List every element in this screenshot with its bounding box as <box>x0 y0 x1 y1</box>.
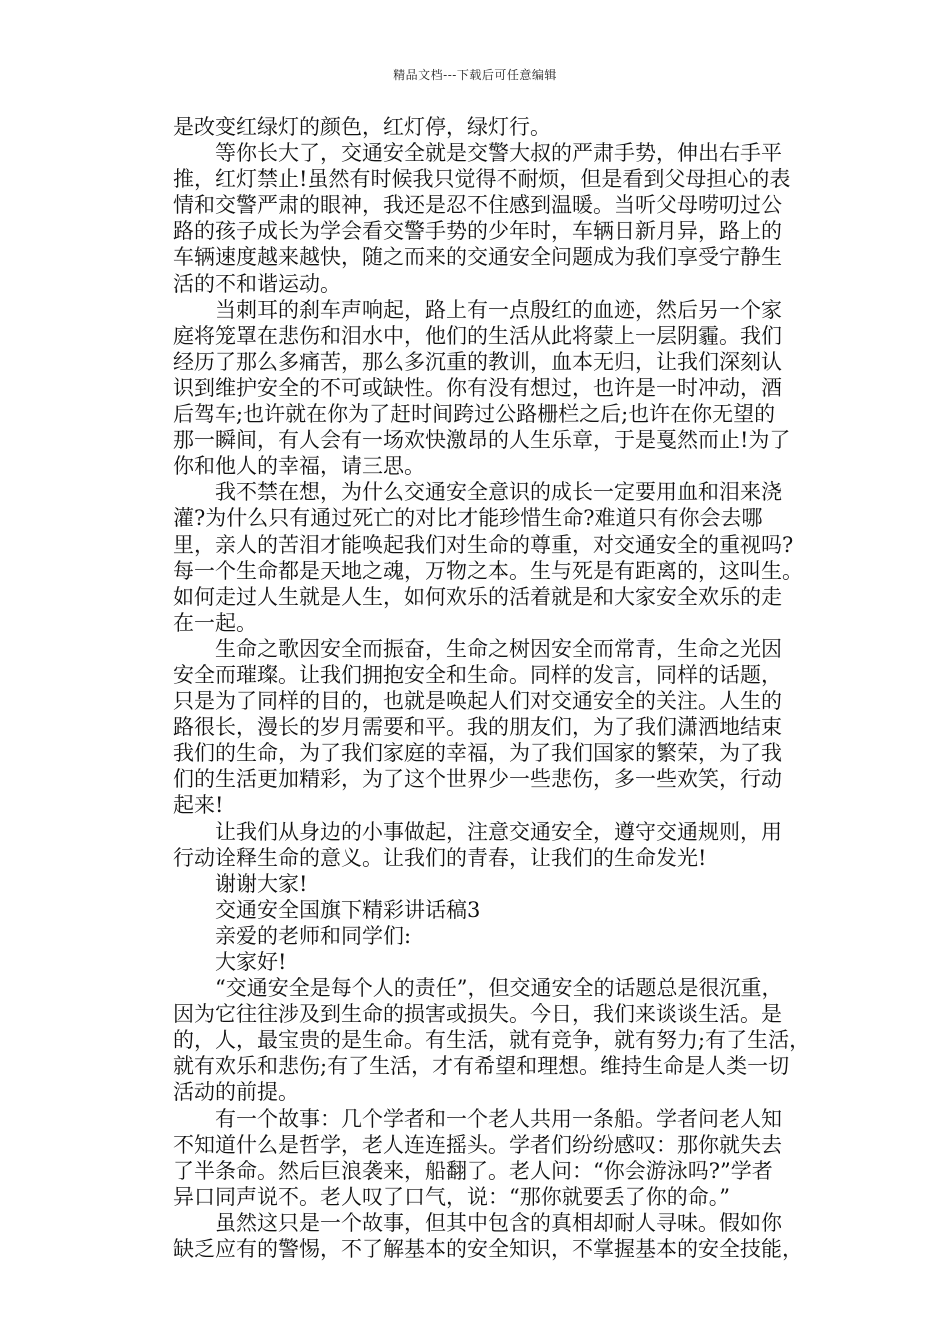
text-line: 经历了那么多痛苦，那么多沉重的教训，血本无归，让我们深刻认 <box>173 349 782 374</box>
text-line: 起来! <box>173 793 224 818</box>
text-line: 活的不和谐运动。 <box>173 271 341 296</box>
text-line: 路很长，漫长的岁月需要和平。我的朋友们，为了我们潇洒地结束 <box>173 715 782 740</box>
text-line: 等你长大了，交通安全就是交警大叔的严肃手势，伸出右手平 <box>215 141 782 166</box>
text-line: 有一个故事：几个学者和一个老人共用一条船。学者问老人知 <box>215 1106 782 1131</box>
body-text <box>173 114 863 1262</box>
text-line: 识到维护安全的不可或缺性。你有没有想过，也许是一时冲动，酒 <box>173 375 782 400</box>
text-line: 每一个生命都是天地之魂，万物之本。生与死是有距离的，这叫生。 <box>173 558 803 583</box>
text-line: 谢谢大家! <box>215 871 308 896</box>
page-header: 精品文档---下载后可任意编辑 <box>393 68 557 82</box>
text-line: 行动诠释生命的意义。让我们的青春，让我们的生命发光! <box>173 845 707 870</box>
text-line: 活动的前提。 <box>173 1080 299 1105</box>
text-line: 你和他人的幸福，请三思。 <box>173 454 425 479</box>
text-line: 我不禁在想，为什么交通安全意识的成长一定要用血和泪来浇 <box>215 480 782 505</box>
text-line: 交通安全国旗下精彩讲话稿3 <box>215 897 481 922</box>
text-line: 虽然这只是一个故事，但其中包含的真相却耐人寻味。假如你 <box>215 1210 782 1235</box>
text-line: 路的孩子成长为学会看交警手势的少年时，车辆日新月异，路上的 <box>173 219 782 244</box>
text-line: 灌?为什么只有通过死亡的对比才能珍惜生命?难道只有你会去哪 <box>173 506 763 531</box>
text-line: 在一起。 <box>173 610 257 635</box>
text-line: 缺乏应有的警惕，不了解基本的安全知识，不掌握基本的安全技能， <box>173 1237 803 1262</box>
text-line: 当刺耳的刹车声响起，路上有一点殷红的血迹，然后另一个家 <box>215 297 782 322</box>
text-line: 亲爱的老师和同学们: <box>215 923 412 948</box>
text-line: 只是为了同样的目的，也就是唤起人们对交通安全的关注。人生的 <box>173 689 782 714</box>
text-line: 里，亲人的苦泪才能唤起我们对生命的尊重，对交通安全的重视吗? <box>173 532 794 557</box>
text-line: 后驾车;也许就在你为了赶时间跨过公路栅栏之后;也许在你无望的 <box>173 402 776 427</box>
text-line: 安全而璀璨。让我们拥抱安全和生命。同样的发言，同样的话题， <box>173 662 782 687</box>
text-line: 情和交警严肃的眼神，我还是忍不住感到温暖。当听父母唠叨过公 <box>173 193 782 218</box>
text-line: 了半条命。然后巨浪袭来，船翻了。老人问：“你会游泳吗?”学者 <box>173 1158 773 1183</box>
text-line: 让我们从身边的小事做起，注意交通安全，遵守交通规则，用 <box>215 819 782 844</box>
text-line: 推，红灯禁止!虽然有时候我只觉得不耐烦，但是看到父母担心的表 <box>173 167 791 192</box>
text-line: 因为它往往涉及到生命的损害或损失。今日，我们来谈谈生活。是 <box>173 1002 782 1027</box>
text-line: 那一瞬间，有人会有一场欢快激昂的人生乐章，于是戛然而止!为了 <box>173 428 791 453</box>
text-line: 车辆速度越来越快，随之而来的交通安全问题成为我们享受宁静生 <box>173 245 782 270</box>
text-line: 就有欢乐和悲伤;有了生活，才有希望和理想。维持生命是人类一切 <box>173 1054 790 1079</box>
text-line: 大家好! <box>215 950 287 974</box>
text-line: “交通安全是每个人的责任”，但交通安全的话题总是很沉重， <box>215 976 783 1001</box>
text-line: 如何走过人生就是人生，如何欢乐的活着就是和大家安全欢乐的走 <box>173 584 782 609</box>
text-line: 异口同声说不。老人叹了口气，说：“那你就要丢了你的命。” <box>173 1184 730 1209</box>
text-line: 庭将笼罩在悲伤和泪水中，他们的生活从此将蒙上一层阴霾。我们 <box>173 323 782 348</box>
text-line: 是改变红绿灯的颜色，红灯停，绿灯行。 <box>173 115 551 139</box>
text-line: 我们的生命，为了我们家庭的幸福，为了我们国家的繁荣，为了我 <box>173 741 782 766</box>
text-line: 不知道什么是哲学，老人连连摇头。学者们纷纷感叹：那你就失去 <box>173 1132 782 1157</box>
text-line: 生命之歌因安全而振奋，生命之树因安全而常青，生命之光因 <box>215 636 782 661</box>
text-line: 们的生活更加精彩，为了这个世界少一些悲伤，多一些欢笑，行动 <box>173 767 782 792</box>
text-line: 的，人，最宝贵的是生命。有生活，就有竞争，就有努力;有了生活， <box>173 1028 811 1053</box>
